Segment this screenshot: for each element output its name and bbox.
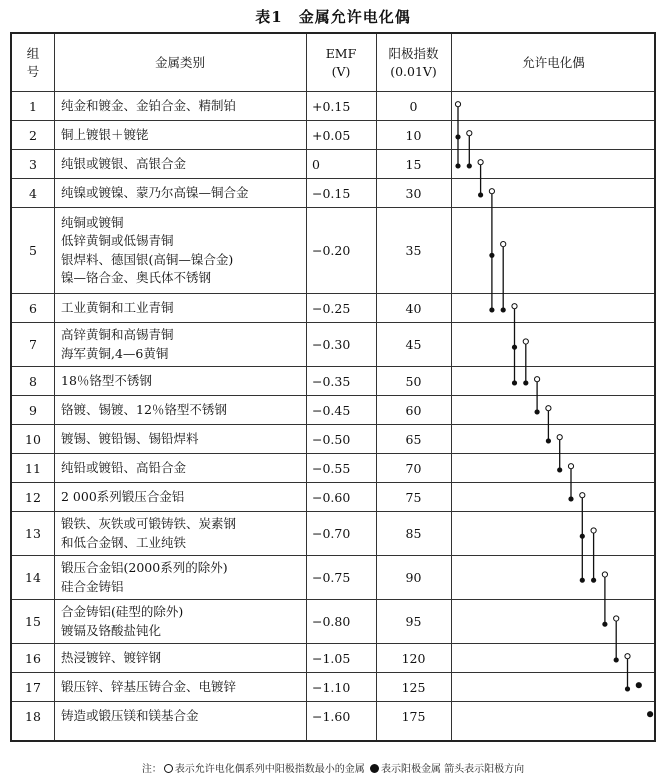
row-number: 4 [29,185,37,201]
cathode-circle [478,160,483,165]
metal-line: 2 000系列锻压合金铝 [61,488,185,504]
cathode-circle [580,493,585,498]
cathode-circle [546,406,551,411]
row-number: 9 [29,402,37,418]
anode-dot [535,409,540,414]
row-anode-index: 70 [405,460,422,476]
row-number: 7 [29,337,37,352]
cathode-circle [489,189,494,194]
row-number: 10 [25,431,41,447]
metal-line: 纯铜或镀铜 [61,215,124,231]
row-number: 18 [25,709,41,724]
couple-diagram [12,34,654,740]
metal-line: 高锌黄铜和高锡青铜 [61,327,174,343]
open-circle-icon [164,764,173,773]
cathode-circle [455,102,460,107]
metal-line: 镍—铬合金、奥氏体不锈钢 [61,269,212,285]
row-emf: −0.20 [312,243,351,258]
anode-dot [455,163,460,168]
anode-dot [546,438,551,443]
row-anode-index: 125 [401,679,426,695]
row-emf: −0.15 [312,185,351,201]
row-emf: 0 [312,156,320,172]
row-number: 1 [29,98,37,114]
row-number: 12 [25,489,41,505]
cathode-circle [535,377,540,382]
cathode-circle [512,304,517,309]
anode-dot [602,622,607,627]
anode-dot [580,578,585,583]
table-title: 表1 金属允许电化偶 [255,8,411,26]
row-emf: +0.05 [312,127,351,143]
galvanic-couple-table [10,32,656,742]
row-anode-index: 120 [401,650,426,666]
row-emf: −0.60 [312,489,351,505]
row-number: 6 [29,300,37,316]
row-emf: −0.50 [312,431,351,447]
cathode-circle [568,464,573,469]
footnote-arrow-text: 箭头表示阳极方向 [444,764,525,775]
cathode-circle [614,616,619,621]
cathode-circle [602,572,607,577]
row-anode-index: 90 [405,570,422,585]
row-anode-index: 40 [405,300,422,316]
metal-line: 银焊料、德国银(高铜—镍合金) [61,251,234,267]
row-number: 8 [29,373,37,389]
row-emf: −0.75 [312,570,351,585]
row-anode-index: 60 [405,402,422,418]
row-anode-index: 95 [405,614,422,629]
metal-line: 合金铸铝(硅型的除外) [61,604,184,620]
row-number: 15 [25,614,41,629]
row-emf: −0.55 [312,460,351,476]
metal-line: 铸造或锻压镁和镁基合金 [61,708,199,724]
anode-dot [455,134,460,139]
metal-line: 镀镉及铬酸盐钝化 [61,622,162,638]
filled-circle-icon [370,764,379,773]
single-dot [636,683,641,688]
anode-dot [489,253,494,258]
row-emf: −0.35 [312,373,351,389]
anode-dot [512,345,517,350]
footnote-open-text: 表示允许电化偶系列中阳极指数最小的金属 [174,764,365,775]
metal-line: 18％铬型不锈钢 [61,372,152,388]
metal-line: 锻铁、灰铁或可锻铸铁、炭素钢 [61,516,237,532]
header-emf-line1: EMF [325,45,357,61]
metal-line: 纯铅或镀铅、高铅合金 [61,459,187,475]
row-anode-index: 75 [405,489,422,505]
metal-line: 铜上镀银＋镀铑 [61,126,149,142]
row-anode-index: 50 [405,373,422,389]
anode-dot [512,380,517,385]
row-anode-index: 85 [405,526,422,541]
metal-line: 硅合金铸铝 [61,578,124,594]
header-emf-line2: (V) [331,64,351,79]
anode-dot [568,496,573,501]
header-index-line1: 阳极指数 [388,45,439,61]
row-anode-index: 65 [405,431,422,447]
cathode-circle [591,528,596,533]
footnote-prefix: 注： [141,764,162,775]
row-emf: −0.45 [312,402,351,418]
row-number: 2 [29,127,37,143]
row-anode-index: 35 [405,243,422,258]
anode-dot [580,534,585,539]
cathode-circle [523,339,528,344]
row-number: 17 [25,679,41,695]
row-anode-index: 175 [401,709,426,724]
metal-line: 和低合金钢、工业纯铁 [61,534,187,550]
anode-dot [614,657,619,662]
cathode-circle [557,435,562,440]
footnote [0,760,666,775]
row-emf: −1.10 [312,679,351,695]
metal-line: 纯金和镀金、金铂合金、精制铂 [61,97,237,113]
row-emf: −0.70 [312,526,351,541]
row-anode-index: 15 [405,156,422,172]
row-emf: −0.80 [312,614,351,629]
row-number: 3 [29,156,37,172]
header-index-line2: (0.01V) [390,64,437,79]
metal-line: 纯镍或镀镍、蒙乃尔高镍—铜合金 [61,184,249,200]
metal-line: 锻压合金铝(2000系列的除外) [61,560,228,576]
single-dot [648,712,653,717]
metal-line: 低锌黄铜或低锡青铜 [61,233,174,249]
row-anode-index: 10 [405,127,422,143]
header-no-line2: 号 [26,64,40,79]
anode-dot [478,192,483,197]
footnote-filled-text: 表示阳极金属 [381,764,441,775]
cathode-circle [501,242,506,247]
metal-line: 热浸镀锌、镀锌钢 [61,649,162,665]
row-anode-index: 45 [405,337,422,352]
row-emf: −0.25 [312,300,351,316]
metal-line: 海军黄铜,4—6黄铜 [61,345,169,361]
row-number: 11 [25,460,41,476]
row-anode-index: 30 [405,185,422,201]
metal-line: 镀锡、镀铅锡、锡铅焊料 [61,430,199,446]
cathode-circle [625,654,630,659]
row-number: 14 [25,570,41,585]
row-emf: −1.05 [312,650,351,666]
anode-dot [523,380,528,385]
anode-dot [625,686,630,691]
metal-line: 铬镀、锡镀、12％铬型不锈钢 [61,401,227,417]
row-number: 5 [29,243,37,258]
header-metal-label: 金属类别 [154,54,205,70]
row-emf: −1.60 [312,709,351,724]
cathode-circle [467,131,472,136]
row-emf: −0.30 [312,337,351,352]
anode-dot [557,467,562,472]
row-number: 16 [25,650,41,666]
anode-dot [501,307,506,312]
header-no-line1: 组 [26,45,40,61]
anode-dot [591,578,596,583]
header-couple-label: 允许电化偶 [522,54,585,70]
row-emf: +0.15 [312,98,351,114]
metal-line: 工业黄铜和工业青铜 [61,299,174,315]
row-anode-index: 0 [409,98,418,114]
row-number: 13 [25,526,41,541]
anode-dot [489,307,494,312]
metal-line: 纯银或镀银、高银合金 [61,155,187,171]
anode-dot [467,163,472,168]
metal-line: 锻压锌、锌基压铸合金、电镀锌 [61,678,237,694]
